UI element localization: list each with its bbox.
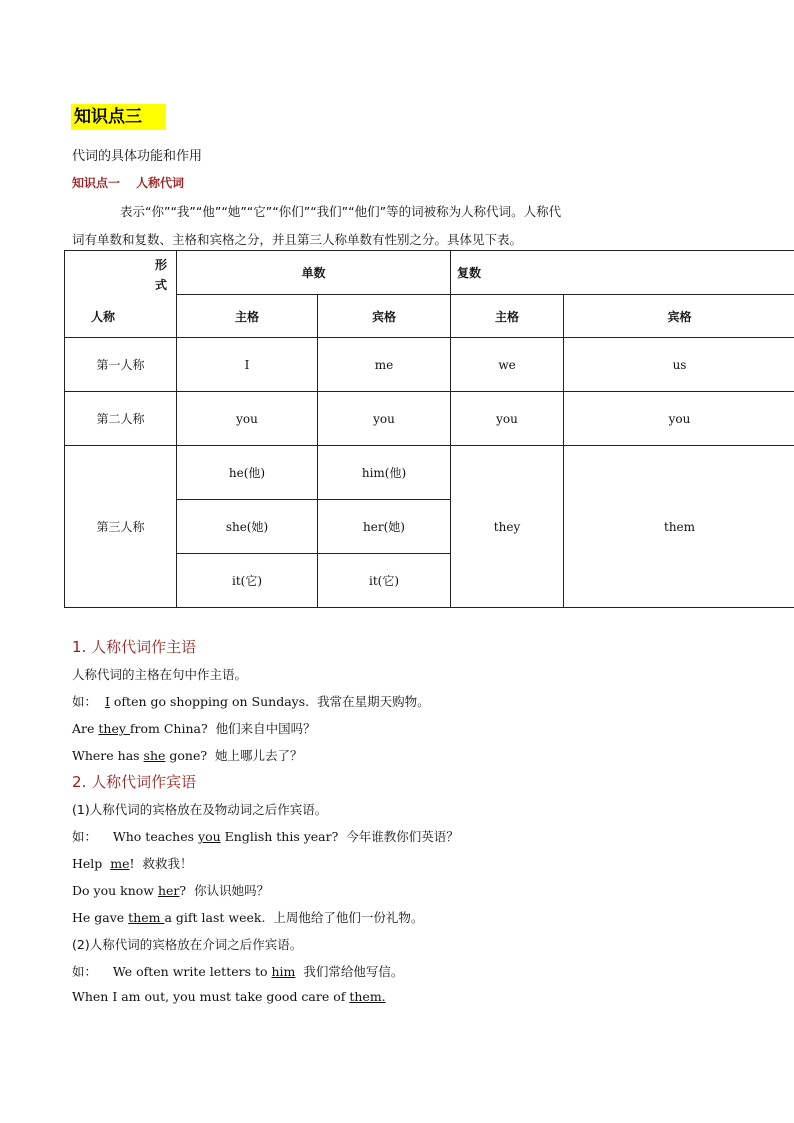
table-corner <box>65 251 177 338</box>
example-sentence <box>72 746 303 764</box>
example-text: from China? <box>129 721 216 736</box>
table-cell: her(她) <box>318 500 451 554</box>
example-translation: 你认识她吗？ <box>194 883 270 898</box>
example-text: English this year? <box>220 829 347 844</box>
example-underlined: him <box>271 964 296 979</box>
example-translation: 我们常给他写信。 <box>303 964 404 979</box>
example-text: a gift last week. <box>164 910 274 925</box>
example-translation: 我常在星期天购物。 <box>317 694 430 709</box>
example-underlined: them. <box>349 989 386 1004</box>
pronoun-table <box>64 250 794 608</box>
example-text: Where has <box>72 748 144 763</box>
section-2-title: 2. 人称代词作宾语 <box>72 773 197 791</box>
table-cell: it(它) <box>318 554 451 608</box>
row-person: 第二人称 <box>65 392 177 446</box>
corner-form: 形式 <box>154 258 167 292</box>
table-row <box>65 446 794 500</box>
kp-label: 知识点一 <box>72 176 121 190</box>
table-cell: it(它) <box>177 554 318 608</box>
example-text <box>97 694 105 709</box>
example-sentence <box>72 854 193 872</box>
example-text: We often write letters to <box>97 964 272 979</box>
table-cell: you <box>451 392 564 446</box>
example-translation: 今年谁教你们英语？ <box>346 829 459 844</box>
plural-subject-header: 主格 <box>451 295 564 338</box>
table-cell: you <box>318 392 451 446</box>
table-cell: we <box>451 338 564 392</box>
example-underlined: you <box>198 829 221 844</box>
example-text: ? <box>179 883 195 898</box>
section-heading: 知识点三 <box>71 104 166 130</box>
example-translation: 上周他给了他们一份礼物。 <box>273 910 424 925</box>
example-underlined: her <box>157 883 180 898</box>
table-row <box>65 338 794 392</box>
example-sentence <box>72 827 459 845</box>
example-translation: 救救我！ <box>142 856 193 871</box>
example-text: When I am out, you must take good care of <box>72 989 350 1004</box>
singular-header: 单数 <box>177 251 451 295</box>
section-2-desc-1: (1)人称代词的宾格放在及物动词之后作宾语。 <box>72 802 328 817</box>
knowledge-point-title <box>72 174 200 191</box>
example-text: He gave <box>72 910 129 925</box>
row-person: 第三人称 <box>65 446 177 608</box>
table-cell: him(他) <box>318 446 451 500</box>
table-cell: us <box>564 338 794 392</box>
table-cell: I <box>177 338 318 392</box>
example-prefix: 如： <box>72 694 98 709</box>
example-translation: 他们来自中国吗？ <box>215 721 316 736</box>
example-text: gone? <box>165 748 216 763</box>
table-cell: they <box>451 446 564 608</box>
example-sentence <box>72 881 269 899</box>
example-prefix: 如： <box>72 829 98 844</box>
example-text: Who teaches <box>97 829 199 844</box>
table-cell: he(他) <box>177 446 318 500</box>
example-sentence <box>72 719 316 737</box>
corner-person: 人称 <box>91 310 116 324</box>
plural-object-header: 宾格 <box>564 295 794 338</box>
example-underlined: them <box>128 910 165 925</box>
subtitle: 代词的具体功能和作用 <box>72 149 203 164</box>
example-text: Are <box>72 721 99 736</box>
example-sentence <box>72 962 403 980</box>
example-underlined: me <box>110 856 130 871</box>
table-cell: she(她) <box>177 500 318 554</box>
table-row <box>65 392 794 446</box>
example-underlined: they <box>98 721 130 736</box>
table-cell: you <box>564 392 794 446</box>
example-translation: 她上哪儿去了？ <box>215 748 303 763</box>
table-cell: you <box>177 392 318 446</box>
example-text: Do you know <box>72 883 158 898</box>
example-sentence <box>72 692 430 710</box>
example-sentence <box>72 989 386 1004</box>
intro-line-2: 词有单数和复数、主格和宾格之分，并且第三人称单数有性别之分。具体见下表。 <box>72 232 523 247</box>
singular-subject-header: 主格 <box>177 295 318 338</box>
example-text: ! <box>129 856 143 871</box>
singular-object-header: 宾格 <box>318 295 451 338</box>
example-text: often go shopping on Sundays. <box>109 694 318 709</box>
kp-title: 人称代词 <box>136 176 185 190</box>
example-prefix: 如： <box>72 964 98 979</box>
plural-header: 复数 <box>451 251 794 295</box>
row-person: 第一人称 <box>65 338 177 392</box>
table-cell: them <box>564 446 794 608</box>
table-cell: me <box>318 338 451 392</box>
section-1-title: 1. 人称代词作主语 <box>72 638 197 656</box>
example-underlined: she <box>143 748 166 763</box>
example-underlined: I <box>104 694 110 709</box>
example-sentence <box>72 908 423 926</box>
example-text: Help <box>72 856 111 871</box>
section-1-desc: 人称代词的主格在句中作主语。 <box>72 667 248 682</box>
intro-line-1: 表示“你”“我”“他”“她”“它”“你们”“我们”“他们”等的词被称为人称代词。人称代 <box>120 204 562 219</box>
section-2-desc-2: (2)人称代词的宾格放在介词之后作宾语。 <box>72 937 303 952</box>
